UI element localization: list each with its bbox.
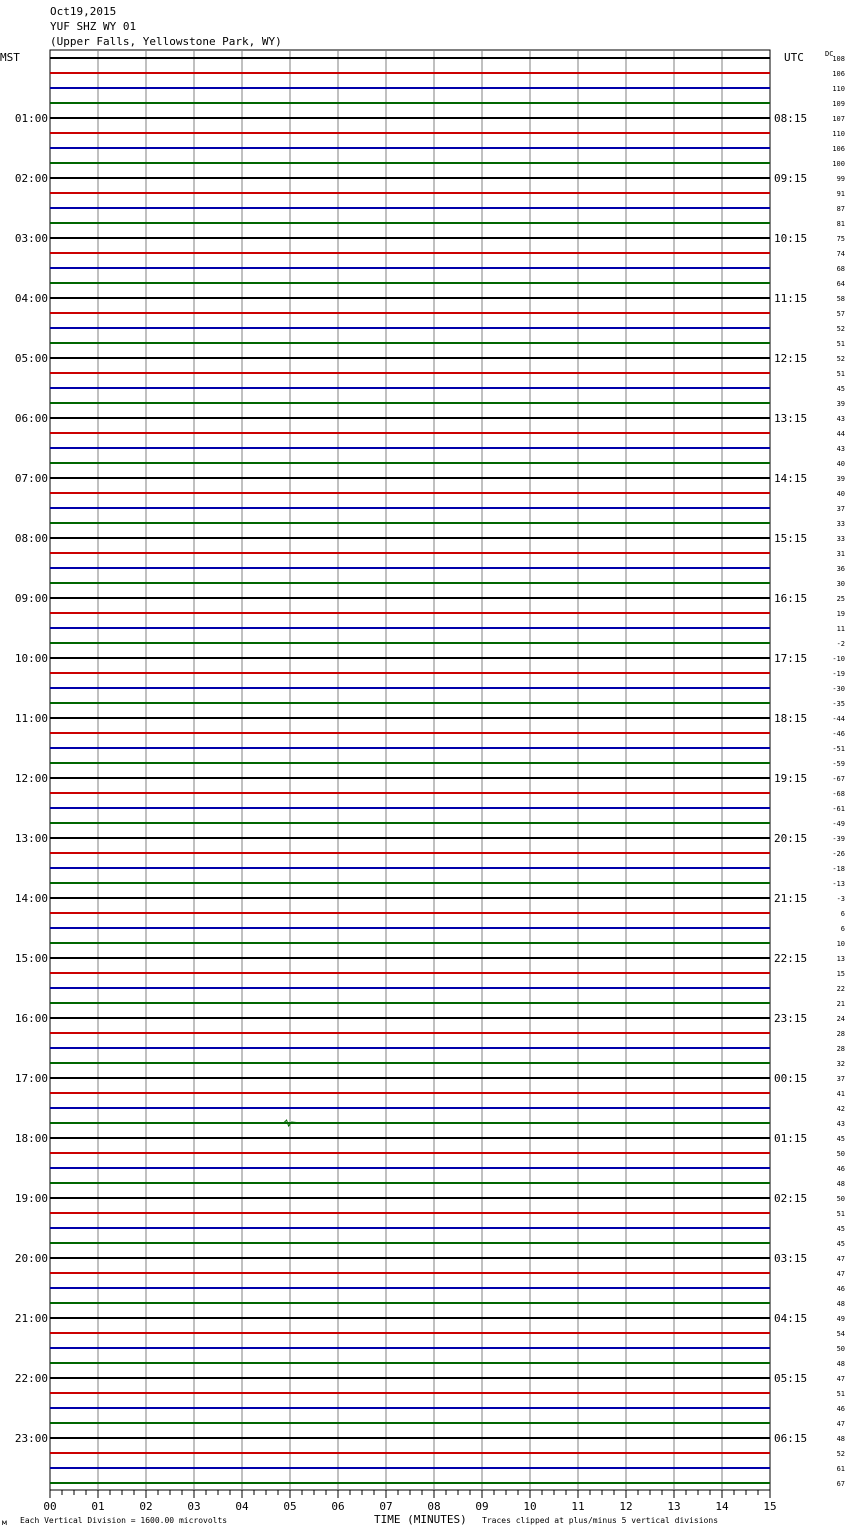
dc-offset-label: 106 — [832, 70, 845, 78]
dc-offset-label: -59 — [832, 760, 845, 768]
dc-offset-label: 100 — [832, 160, 845, 168]
dc-offset-label: 47 — [836, 1255, 845, 1263]
dc-offset-label: 43 — [836, 1120, 845, 1128]
dc-offset-label: 67 — [836, 1480, 845, 1488]
right-timezone-label: UTC — [784, 51, 804, 64]
dc-offset-label: -10 — [832, 655, 845, 663]
hour-label-right: 08:15 — [774, 112, 808, 125]
x-tick-label: 10 — [523, 1500, 537, 1513]
x-tick-label: 12 — [619, 1500, 633, 1513]
dc-offset-label: 32 — [836, 1060, 845, 1068]
hour-label-left: 18:00 — [14, 1132, 48, 1145]
dc-offset-label: 40 — [836, 490, 845, 498]
dc-offset-label: -68 — [832, 790, 845, 798]
station-label: YUF SHZ WY 01 — [50, 20, 137, 33]
dc-offset-label: 99 — [836, 175, 845, 183]
dc-offset-label: 91 — [836, 190, 845, 198]
x-tick-label: 06 — [331, 1500, 345, 1513]
dc-offset-label: 68 — [836, 265, 845, 273]
dc-offset-label: 45 — [836, 1135, 845, 1143]
dc-offset-label: 45 — [836, 1225, 845, 1233]
hour-label-left: 10:00 — [14, 652, 48, 665]
dc-offset-label: 37 — [836, 505, 845, 513]
hour-label-left: 22:00 — [14, 1372, 48, 1385]
hour-label-left: 07:00 — [14, 472, 48, 485]
x-tick-label: 00 — [43, 1500, 57, 1513]
dc-offset-label: 6 — [840, 910, 845, 918]
dc-offset-label: -51 — [832, 745, 845, 753]
x-tick-label: 07 — [379, 1500, 393, 1513]
dc-offset-label: 48 — [836, 1360, 845, 1368]
hour-label-right: 20:15 — [774, 832, 808, 845]
hour-label-left: 21:00 — [14, 1312, 48, 1325]
dc-offset-label: 48 — [836, 1300, 845, 1308]
hour-label-right: 17:15 — [774, 652, 808, 665]
dc-offset-label: 41 — [836, 1090, 845, 1098]
dc-offset-label: 51 — [836, 1210, 845, 1218]
hour-label-right: 14:15 — [774, 472, 808, 485]
x-tick-label: 01 — [91, 1500, 105, 1513]
x-tick-label: 05 — [283, 1500, 297, 1513]
dc-offset-label: 49 — [836, 1315, 845, 1323]
hour-label-right: 21:15 — [774, 892, 808, 905]
date-label: Oct19,2015 — [50, 5, 117, 18]
dc-offset-label: 28 — [836, 1030, 845, 1038]
dc-offset-label: 87 — [836, 205, 845, 213]
dc-offset-label: 15 — [836, 970, 845, 978]
dc-offset-label: -44 — [832, 715, 845, 723]
dc-offset-label: 64 — [836, 280, 845, 288]
dc-offset-label: 51 — [836, 340, 845, 348]
x-tick-label: 03 — [187, 1500, 201, 1513]
dc-offset-label: -13 — [832, 880, 845, 888]
dc-offset-label: -3 — [836, 895, 845, 903]
dc-offset-label: 109 — [832, 100, 845, 108]
dc-offset-label: 50 — [836, 1150, 845, 1158]
hour-label-left: 20:00 — [14, 1252, 48, 1265]
dc-offset-label: 6 — [840, 925, 845, 933]
x-tick-label: 13 — [667, 1500, 681, 1513]
hour-label-right: 16:15 — [774, 592, 808, 605]
hour-label-left: 09:00 — [14, 592, 48, 605]
dc-offset-label: 40 — [836, 460, 845, 468]
dc-offset-label: 47 — [836, 1375, 845, 1383]
dc-offset-label: -30 — [832, 685, 845, 693]
dc-offset-label: 10 — [836, 940, 845, 948]
dc-offset-label: 13 — [836, 955, 845, 963]
dc-offset-label: 74 — [836, 250, 845, 258]
dc-offset-label: -18 — [832, 865, 845, 873]
hour-label-right: 02:15 — [774, 1192, 808, 1205]
dc-offset-label: 45 — [836, 385, 845, 393]
x-axis-title: TIME (MINUTES) — [374, 1513, 467, 1526]
hour-label-right: 19:15 — [774, 772, 808, 785]
dc-offset-label: 50 — [836, 1345, 845, 1353]
hour-label-right: 00:15 — [774, 1072, 808, 1085]
hour-label-left: 13:00 — [14, 832, 48, 845]
dc-offset-label: -39 — [832, 835, 845, 843]
hour-label-left: 03:00 — [14, 232, 48, 245]
dc-offset-label: 54 — [836, 1330, 845, 1338]
dc-offset-label: -67 — [832, 775, 845, 783]
x-tick-label: 08 — [427, 1500, 441, 1513]
dc-offset-label: 43 — [836, 415, 845, 423]
dc-offset-label: 52 — [836, 325, 845, 333]
hour-label-right: 01:15 — [774, 1132, 808, 1145]
dc-offset-label: 33 — [836, 535, 845, 543]
dc-offset-label: 44 — [836, 430, 845, 438]
hour-label-left: 17:00 — [14, 1072, 48, 1085]
hour-label-right: 12:15 — [774, 352, 808, 365]
hour-label-left: 06:00 — [14, 412, 48, 425]
dc-offset-label: 36 — [836, 565, 845, 573]
dc-offset-label: 48 — [836, 1180, 845, 1188]
hour-label-right: 05:15 — [774, 1372, 808, 1385]
dc-offset-label: 75 — [836, 235, 845, 243]
hour-label-right: 13:15 — [774, 412, 808, 425]
dc-offset-label: 31 — [836, 550, 845, 558]
hour-label-right: 23:15 — [774, 1012, 808, 1025]
x-tick-label: 09 — [475, 1500, 489, 1513]
dc-offset-label: 19 — [836, 610, 845, 618]
dc-offset-label: 25 — [836, 595, 845, 603]
hour-label-right: 10:15 — [774, 232, 808, 245]
hour-label-right: 06:15 — [774, 1432, 808, 1445]
dc-offset-label: 106 — [832, 145, 845, 153]
dc-offset-label: 48 — [836, 1435, 845, 1443]
dc-offset-label: 39 — [836, 400, 845, 408]
x-tick-label: 11 — [571, 1500, 585, 1513]
hour-label-right: 09:15 — [774, 172, 808, 185]
dc-offset-label: 61 — [836, 1465, 845, 1473]
hour-label-left: 19:00 — [14, 1192, 48, 1205]
x-tick-label: 02 — [139, 1500, 153, 1513]
hour-label-right: 18:15 — [774, 712, 808, 725]
hour-label-left: 11:00 — [14, 712, 48, 725]
dc-offset-label: 39 — [836, 475, 845, 483]
dc-offset-label: 58 — [836, 295, 845, 303]
dc-offset-label: 46 — [836, 1405, 845, 1413]
hour-label-left: 01:00 — [14, 112, 48, 125]
clip-note: Traces clipped at plus/minus 5 vertical divisions — [482, 1516, 719, 1525]
dc-offset-label: 11 — [836, 625, 845, 633]
dc-offset-label: 47 — [836, 1420, 845, 1428]
hour-label-left: 15:00 — [14, 952, 48, 965]
dc-offset-label: 33 — [836, 520, 845, 528]
dc-offset-label: 24 — [836, 1015, 845, 1023]
dc-offset-label: 52 — [836, 1450, 845, 1458]
dc-offset-label: 28 — [836, 1045, 845, 1053]
hour-label-left: 23:00 — [14, 1432, 48, 1445]
hour-label-left: 05:00 — [14, 352, 48, 365]
dc-offset-label: 51 — [836, 370, 845, 378]
scale-note: Each Vertical Division = 1600.00 microvolts — [20, 1516, 228, 1525]
dc-offset-label: 50 — [836, 1195, 845, 1203]
dc-offset-label: 57 — [836, 310, 845, 318]
dc-offset-label: 107 — [832, 115, 845, 123]
dc-offset-label: -49 — [832, 820, 845, 828]
hour-label-left: 02:00 — [14, 172, 48, 185]
dc-offset-label: 43 — [836, 445, 845, 453]
dc-offset-label: 47 — [836, 1270, 845, 1278]
dc-column-label: DC — [825, 50, 834, 58]
hour-label-left: 12:00 — [14, 772, 48, 785]
dc-offset-label: 110 — [832, 85, 845, 93]
dc-offset-label: 42 — [836, 1105, 845, 1113]
hour-label-left: 08:00 — [14, 532, 48, 545]
left-timezone-label: MST — [0, 51, 20, 64]
dc-offset-label: -2 — [836, 640, 845, 648]
corner-mark: м — [2, 1518, 7, 1527]
dc-offset-label: 46 — [836, 1165, 845, 1173]
hour-label-left: 04:00 — [14, 292, 48, 305]
dc-offset-label: -46 — [832, 730, 845, 738]
dc-offset-label: 21 — [836, 1000, 845, 1008]
dc-offset-label: 110 — [832, 130, 845, 138]
dc-offset-label: 37 — [836, 1075, 845, 1083]
hour-label-right: 11:15 — [774, 292, 808, 305]
dc-offset-label: 45 — [836, 1240, 845, 1248]
hour-label-right: 03:15 — [774, 1252, 808, 1265]
dc-offset-label: 22 — [836, 985, 845, 993]
x-tick-label: 15 — [763, 1500, 777, 1513]
dc-offset-label: 46 — [836, 1285, 845, 1293]
x-tick-label: 14 — [715, 1500, 729, 1513]
dc-offset-label: 52 — [836, 355, 845, 363]
hour-label-right: 04:15 — [774, 1312, 808, 1325]
dc-offset-label: -19 — [832, 670, 845, 678]
dc-offset-label: -35 — [832, 700, 845, 708]
dc-offset-label: 30 — [836, 580, 845, 588]
hour-label-right: 22:15 — [774, 952, 808, 965]
hour-label-left: 14:00 — [14, 892, 48, 905]
hour-label-left: 16:00 — [14, 1012, 48, 1025]
location-label: (Upper Falls, Yellowstone Park, WY) — [50, 35, 282, 48]
x-tick-label: 04 — [235, 1500, 249, 1513]
dc-offset-label: 108 — [832, 55, 845, 63]
dc-offset-label: 51 — [836, 1390, 845, 1398]
dc-offset-label: -61 — [832, 805, 845, 813]
dc-offset-label: -26 — [832, 850, 845, 858]
dc-offset-label: 81 — [836, 220, 845, 228]
hour-label-right: 15:15 — [774, 532, 808, 545]
